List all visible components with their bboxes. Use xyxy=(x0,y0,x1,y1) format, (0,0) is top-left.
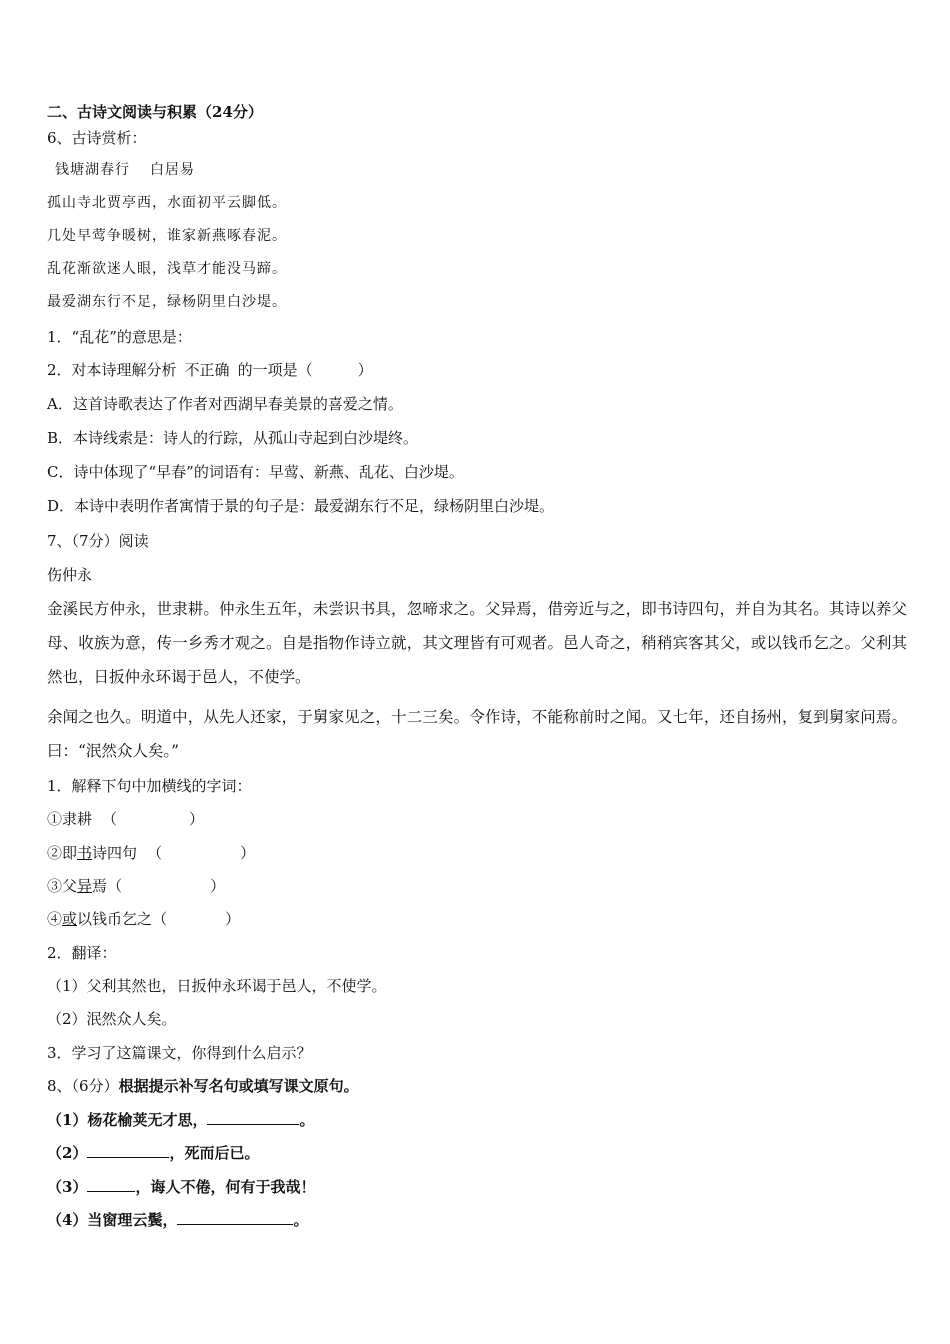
q8-line-text: （4）当窗理云鬓， xyxy=(47,1211,178,1229)
item-text: 焉 xyxy=(92,877,108,895)
answer-blank[interactable] xyxy=(87,1177,135,1192)
q8-line-text: 。 xyxy=(299,1111,315,1129)
q8-line-text: 。 xyxy=(293,1211,309,1229)
underlined-word: 或 xyxy=(62,910,78,928)
item-text: 之 xyxy=(137,910,153,928)
item-text: 以钱币乞 xyxy=(77,910,138,928)
text-title: 伤仲永 xyxy=(47,566,93,584)
poem-title: 钱塘湖春行 xyxy=(55,162,130,178)
q8-title xyxy=(47,1076,359,1096)
translation-1: （1）父利其然也，日扳仲永环谒于邑人，不使学。 xyxy=(47,977,387,995)
poem-line-3: 乱花渐欲迷人眼，浅草才能没马蹄。 xyxy=(47,261,287,277)
paren-close: ） xyxy=(210,877,226,895)
underlined-word: 书 xyxy=(77,844,93,862)
q8-line-text: ，诲人不倦，何有于我哉！ xyxy=(135,1178,316,1196)
paren-open: （ xyxy=(147,844,163,862)
q6-sub1: 1．“乱花”的意思是： xyxy=(47,328,192,346)
q8-line-3 xyxy=(47,1177,315,1197)
section-title: 二、古诗文阅读与积累（24分） xyxy=(47,103,263,121)
q6-sub2-suffix: 的一项是（ ） xyxy=(237,361,373,379)
q6-sub2-prefix: 2．对本诗理解分析 xyxy=(47,361,177,379)
q8-line-text: ，死而后已。 xyxy=(169,1144,260,1162)
option-d: D．本诗中表明作者寓情于景的句子是：最爱湖东行不足，绿杨阴里白沙堤。 xyxy=(47,497,555,515)
poem-line-2: 几处早莺争暖树，谁家新燕啄春泥。 xyxy=(47,228,287,244)
option-b: B．本诗线索是：诗人的行踪，从孤山寺起到白沙堤终。 xyxy=(47,429,419,447)
q8-line-text: （3） xyxy=(47,1178,88,1196)
translation-2: （2）泯然众人矣。 xyxy=(47,1010,177,1028)
poem-line-1: 孤山寺北贾亭西，水面初平云脚低。 xyxy=(47,195,287,211)
answer-blank[interactable] xyxy=(177,1210,293,1225)
option-c: C．诗中体现了“早春”的词语有：早莺、新燕、乱花、白沙堤。 xyxy=(47,463,464,481)
paren-close: ） xyxy=(240,844,256,862)
q8-title-text: 根据提示补写名句或填写课文原句。 xyxy=(118,1077,359,1095)
vocab-item-1 xyxy=(47,809,204,829)
option-a: A．这首诗歌表达了作者对西湖早春美景的喜爱之情。 xyxy=(47,395,403,413)
q8-title-num: 8、（6分） xyxy=(47,1077,119,1095)
q7-title: 7、（7分）阅读 xyxy=(47,532,149,550)
poem-line-4: 最爱湖东行不足，绿杨阴里白沙堤。 xyxy=(47,294,287,310)
item-number: ② xyxy=(47,844,63,862)
q8-line-text: （2） xyxy=(47,1144,88,1162)
item-number: ① xyxy=(47,810,63,828)
paren-open: （ xyxy=(107,877,123,895)
q7-sub1: 1．解释下句中加横线的字词： xyxy=(47,777,252,795)
answer-blank[interactable] xyxy=(207,1110,299,1125)
item-number: ③ xyxy=(47,877,63,895)
item-text: 诗四句 xyxy=(92,844,138,862)
q6-sub2-key: 不正确 xyxy=(184,361,230,379)
item-number: ④ xyxy=(47,910,63,928)
poem-heading xyxy=(55,160,195,180)
q8-line-2 xyxy=(47,1143,259,1163)
passage-para-2: 余闻之也久。明道中，从先人还家，于舅家见之，十二三矣。令作诗，不能称前时之闻。又七年，还自扬州，复到舅家问焉。曰：“泯然众人矣。” xyxy=(47,708,907,760)
item-text: 隶耕 xyxy=(62,810,93,828)
item-text: 父 xyxy=(62,877,78,895)
q8-line-1 xyxy=(47,1110,314,1130)
paren-close: ） xyxy=(225,910,241,928)
q8-line-4 xyxy=(47,1210,308,1230)
vocab-item-4 xyxy=(47,909,240,929)
item-text: 即 xyxy=(62,844,78,862)
paren-open: （ xyxy=(152,910,168,928)
q7-sub2: 2．翻译： xyxy=(47,944,117,962)
q6-sub2 xyxy=(47,360,373,380)
paren-close: ） xyxy=(189,810,205,828)
q7-sub3: 3．学习了这篇课文，你得到什么启示？ xyxy=(47,1044,312,1062)
paren-open: （ xyxy=(102,810,118,828)
vocab-item-3 xyxy=(47,876,225,896)
q8-line-text: （1）杨花榆荚无才思， xyxy=(47,1111,208,1129)
q6-title: 6、古诗赏析： xyxy=(47,129,147,147)
poem-author: 白居易 xyxy=(150,162,195,178)
passage-para-1: 金溪民方仲永，世隶耕。仲永生五年，未尝识书具，忽啼求之。父异焉，借旁近与之，即书诗四句，并自为其名。其诗以养父母、收族为意，传一乡秀才观之。自是指物作诗立就，其文理皆有可观者。邑人奇之，稍稍宾客其父，或以钱币乞之。父利其然也，日扳仲永环谒于邑人，不使学。 xyxy=(47,600,907,686)
underlined-word: 异 xyxy=(77,877,93,895)
answer-blank[interactable] xyxy=(87,1143,169,1158)
vocab-item-2 xyxy=(47,843,255,863)
